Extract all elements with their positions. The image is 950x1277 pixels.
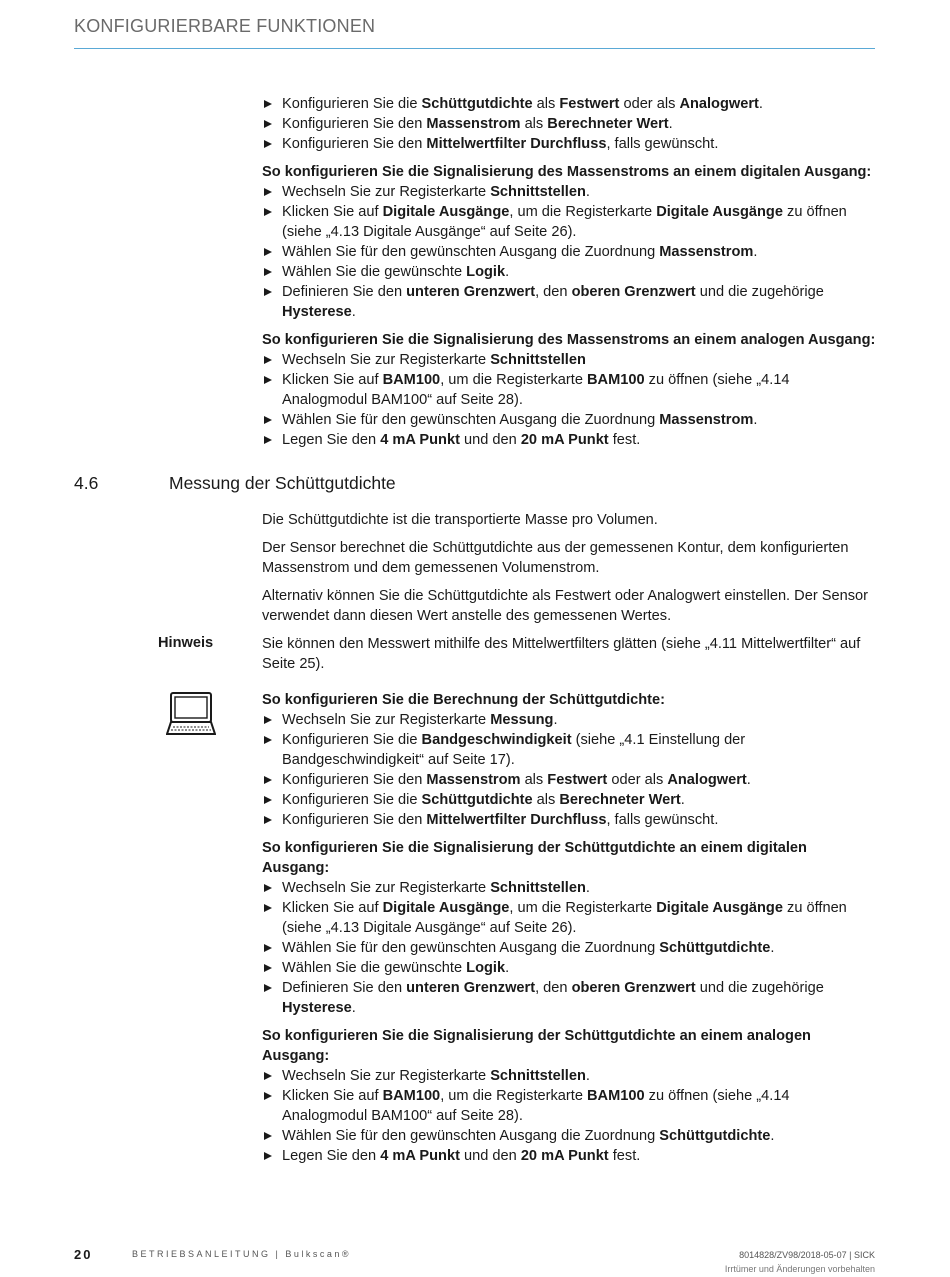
ui-term: Digitale Ausgänge [656, 204, 783, 220]
ui-term: Hysterese [282, 304, 352, 320]
ui-term: unteren Grenzwert [406, 284, 536, 300]
ui-term: Schnittstellen [490, 184, 586, 200]
ui-term: Digitale Ausgänge [656, 900, 783, 916]
step-item: Wählen Sie für den gewünschten Ausgang die Zuordnung Massenstrom. [262, 242, 876, 262]
section-number: 4.6 [74, 473, 99, 493]
ui-term: Bandgeschwindigkeit [421, 732, 572, 748]
section-title: Messung der Schüttgutdichte [169, 473, 396, 493]
ui-term: Berechneter Wert [559, 792, 681, 808]
step-item: Wechseln Sie zur Registerkarte Schnittstellen. [262, 182, 876, 202]
step-item: Wählen Sie die gewünschte Logik. [262, 262, 876, 282]
ui-term: oberen Grenzwert [571, 980, 696, 996]
ui-term: Digitale Ausgänge [382, 900, 510, 916]
ui-term: Hysterese [282, 1000, 352, 1016]
ui-term: Berechneter Wert [547, 116, 669, 132]
step-item: Legen Sie den 4 mA Punkt und den 20 mA Punkt fest. [262, 1146, 876, 1166]
step-item: Definieren Sie den unteren Grenzwert, den oberen Grenzwert und die zugehörige Hysterese. [262, 978, 876, 1018]
step-item: Wechseln Sie zur Registerkarte Schnittstellen. [262, 878, 876, 898]
step-item: Wählen Sie für den gewünschten Ausgang die Zuordnung Schüttgutdichte. [262, 938, 876, 958]
step-item: Klicken Sie auf BAM100, um die Registerkarte BAM100 zu öffnen (siehe „4.14 Analogmodul BAM100“ auf Seite 28). [262, 1086, 876, 1126]
step-item: Wählen Sie für den gewünschten Ausgang die Zuordnung Schüttgutdichte. [262, 1126, 876, 1146]
ui-term: Schüttgutdichte [421, 96, 533, 112]
ui-term: Schnittstellen [490, 352, 586, 368]
step-item: Wechseln Sie zur Registerkarte Schnittstellen. [262, 1066, 876, 1086]
page-number: 20 [74, 1247, 93, 1262]
step-item: Konfigurieren Sie den Massenstrom als Festwert oder als Analogwert. [262, 770, 876, 790]
ui-term: Festwert [559, 96, 620, 112]
sub-heading: So konfigurieren Sie die Berechnung der Schüttgutdichte: [262, 692, 665, 708]
step-list [262, 878, 876, 1018]
step-item: Konfigurieren Sie die Bandgeschwindigkeit (siehe „4.1 Einstellung der Bandgeschwindigkeit“ auf Seite 17). [262, 730, 876, 770]
sub-heading: So konfigurieren Sie die Signalisierung des Massenstroms an einem digitalen Ausgang: [262, 164, 872, 180]
step-item: Klicken Sie auf Digitale Ausgänge, um die Registerkarte Digitale Ausgänge zu öffnen (siehe „4.13 Digitale Ausgänge“ auf Seite 26). [262, 202, 876, 242]
ui-term: unteren Grenzwert [406, 980, 536, 996]
footer-meta [725, 1248, 875, 1276]
ui-term: Logik [466, 264, 506, 280]
ui-term: Massenstrom [659, 412, 754, 428]
ui-term: 4 mA Punkt [380, 1148, 460, 1164]
ui-term: Schüttgutdichte [659, 940, 771, 956]
ui-term: Festwert [547, 772, 608, 788]
header-title: KONFIGURIERBARE FUNKTIONEN [74, 16, 376, 36]
ui-term: BAM100 [587, 372, 645, 388]
step-item: Konfigurieren Sie die Schüttgutdichte als Berechneter Wert. [262, 790, 876, 810]
sub-heading: So konfigurieren Sie die Signalisierung der Schüttgutdichte an einem analogen Ausgang: [262, 1028, 811, 1064]
footer-disclaimer: Irrtümer und Änderungen vorbehalten [724, 1264, 875, 1274]
note-text: Sie können den Messwert mithilfe des Mittelwertfilters glätten (siehe „4.11 Mittelwertfilter“ auf Seite 25). [262, 636, 861, 672]
ui-term: Schnittstellen [490, 1068, 586, 1084]
step-item: Konfigurieren Sie den Mittelwertfilter Durchfluss, falls gewünscht. [262, 134, 876, 154]
ui-term: Logik [466, 960, 506, 976]
computer-icon [166, 690, 216, 740]
step-item: Klicken Sie auf Digitale Ausgänge, um die Registerkarte Digitale Ausgänge zu öffnen (siehe „4.13 Digitale Ausgänge“ auf Seite 26). [262, 898, 876, 938]
footer-doc-title: BETRIEBSANLEITUNG | Bulkscan® [132, 1249, 352, 1259]
ui-term: Mittelwertfilter Durchfluss [426, 812, 607, 828]
note-label: Hinweis [158, 635, 214, 651]
ui-term: 4 mA Punkt [380, 432, 460, 448]
step-item: Konfigurieren Sie die Schüttgutdichte als Festwert oder als Analogwert. [262, 94, 876, 114]
step-item: Wechseln Sie zur Registerkarte Schnittstellen [262, 350, 876, 370]
step-item: Legen Sie den 4 mA Punkt und den 20 mA Punkt fest. [262, 430, 876, 450]
ui-term: 20 mA Punkt [520, 1148, 609, 1164]
sub-heading: So konfigurieren Sie die Signalisierung der Schüttgutdichte an einem digitalen Ausgang: [262, 840, 807, 876]
ui-term: Analogwert [667, 772, 747, 788]
ui-term: Massenstrom [659, 244, 754, 260]
paragraph: Der Sensor berechnet die Schüttgutdichte aus der gemessenen Kontur, dem konfigurierten Massenstrom und dem gemessenen Volumenstrom. [262, 540, 849, 576]
ui-term: 20 mA Punkt [520, 432, 609, 448]
calc-instructions [262, 690, 876, 1166]
top-instructions [262, 94, 876, 450]
header-divider [74, 48, 875, 49]
ui-term: Digitale Ausgänge [382, 204, 510, 220]
ui-term: Schnittstellen [490, 880, 586, 896]
ui-term: BAM100 [382, 372, 441, 388]
step-item: Konfigurieren Sie den Mittelwertfilter Durchfluss, falls gewünscht. [262, 810, 876, 830]
step-list [262, 182, 876, 322]
ui-term: Messung [490, 712, 554, 728]
ui-term: oberen Grenzwert [571, 284, 696, 300]
step-item: Klicken Sie auf BAM100, um die Registerkarte BAM100 zu öffnen (siehe „4.14 Analogmodul BAM100“ auf Seite 28). [262, 370, 876, 410]
note-text-block [262, 634, 876, 674]
step-item: Wechseln Sie zur Registerkarte Messung. [262, 710, 876, 730]
paragraph: Alternativ können Sie die Schüttgutdichte als Festwert oder Analogwert einstellen. Der Sensor verwendet dann diesen Wert anstelle des gemessenen Wertes. [262, 588, 868, 624]
ui-term: BAM100 [587, 1088, 645, 1104]
sub-heading: So konfigurieren Sie die Signalisierung des Massenstroms an einem analogen Ausgang: [262, 332, 876, 348]
step-item: Definieren Sie den unteren Grenzwert, den oberen Grenzwert und die zugehörige Hysterese. [262, 282, 876, 322]
ui-term: Massenstrom [426, 772, 521, 788]
step-list [262, 350, 876, 450]
paragraph: Die Schüttgutdichte ist die transportierte Masse pro Volumen. [262, 512, 658, 528]
step-list [262, 1066, 876, 1166]
section-intro [262, 510, 876, 626]
step-list [262, 710, 876, 830]
footer-doc-ref: 8014828/ZV98/2018-05-07 | SICK [739, 1250, 875, 1260]
ui-term: Schüttgutdichte [659, 1128, 771, 1144]
step-item: Wählen Sie für den gewünschten Ausgang die Zuordnung Massenstrom. [262, 410, 876, 430]
step-list [262, 94, 876, 154]
ui-term: BAM100 [382, 1088, 441, 1104]
step-item: Wählen Sie die gewünschte Logik. [262, 958, 876, 978]
ui-term: Massenstrom [426, 116, 521, 132]
ui-term: Schüttgutdichte [421, 792, 533, 808]
ui-term: Mittelwertfilter Durchfluss [426, 136, 607, 152]
step-item: Konfigurieren Sie den Massenstrom als Berechneter Wert. [262, 114, 876, 134]
ui-term: Analogwert [679, 96, 759, 112]
